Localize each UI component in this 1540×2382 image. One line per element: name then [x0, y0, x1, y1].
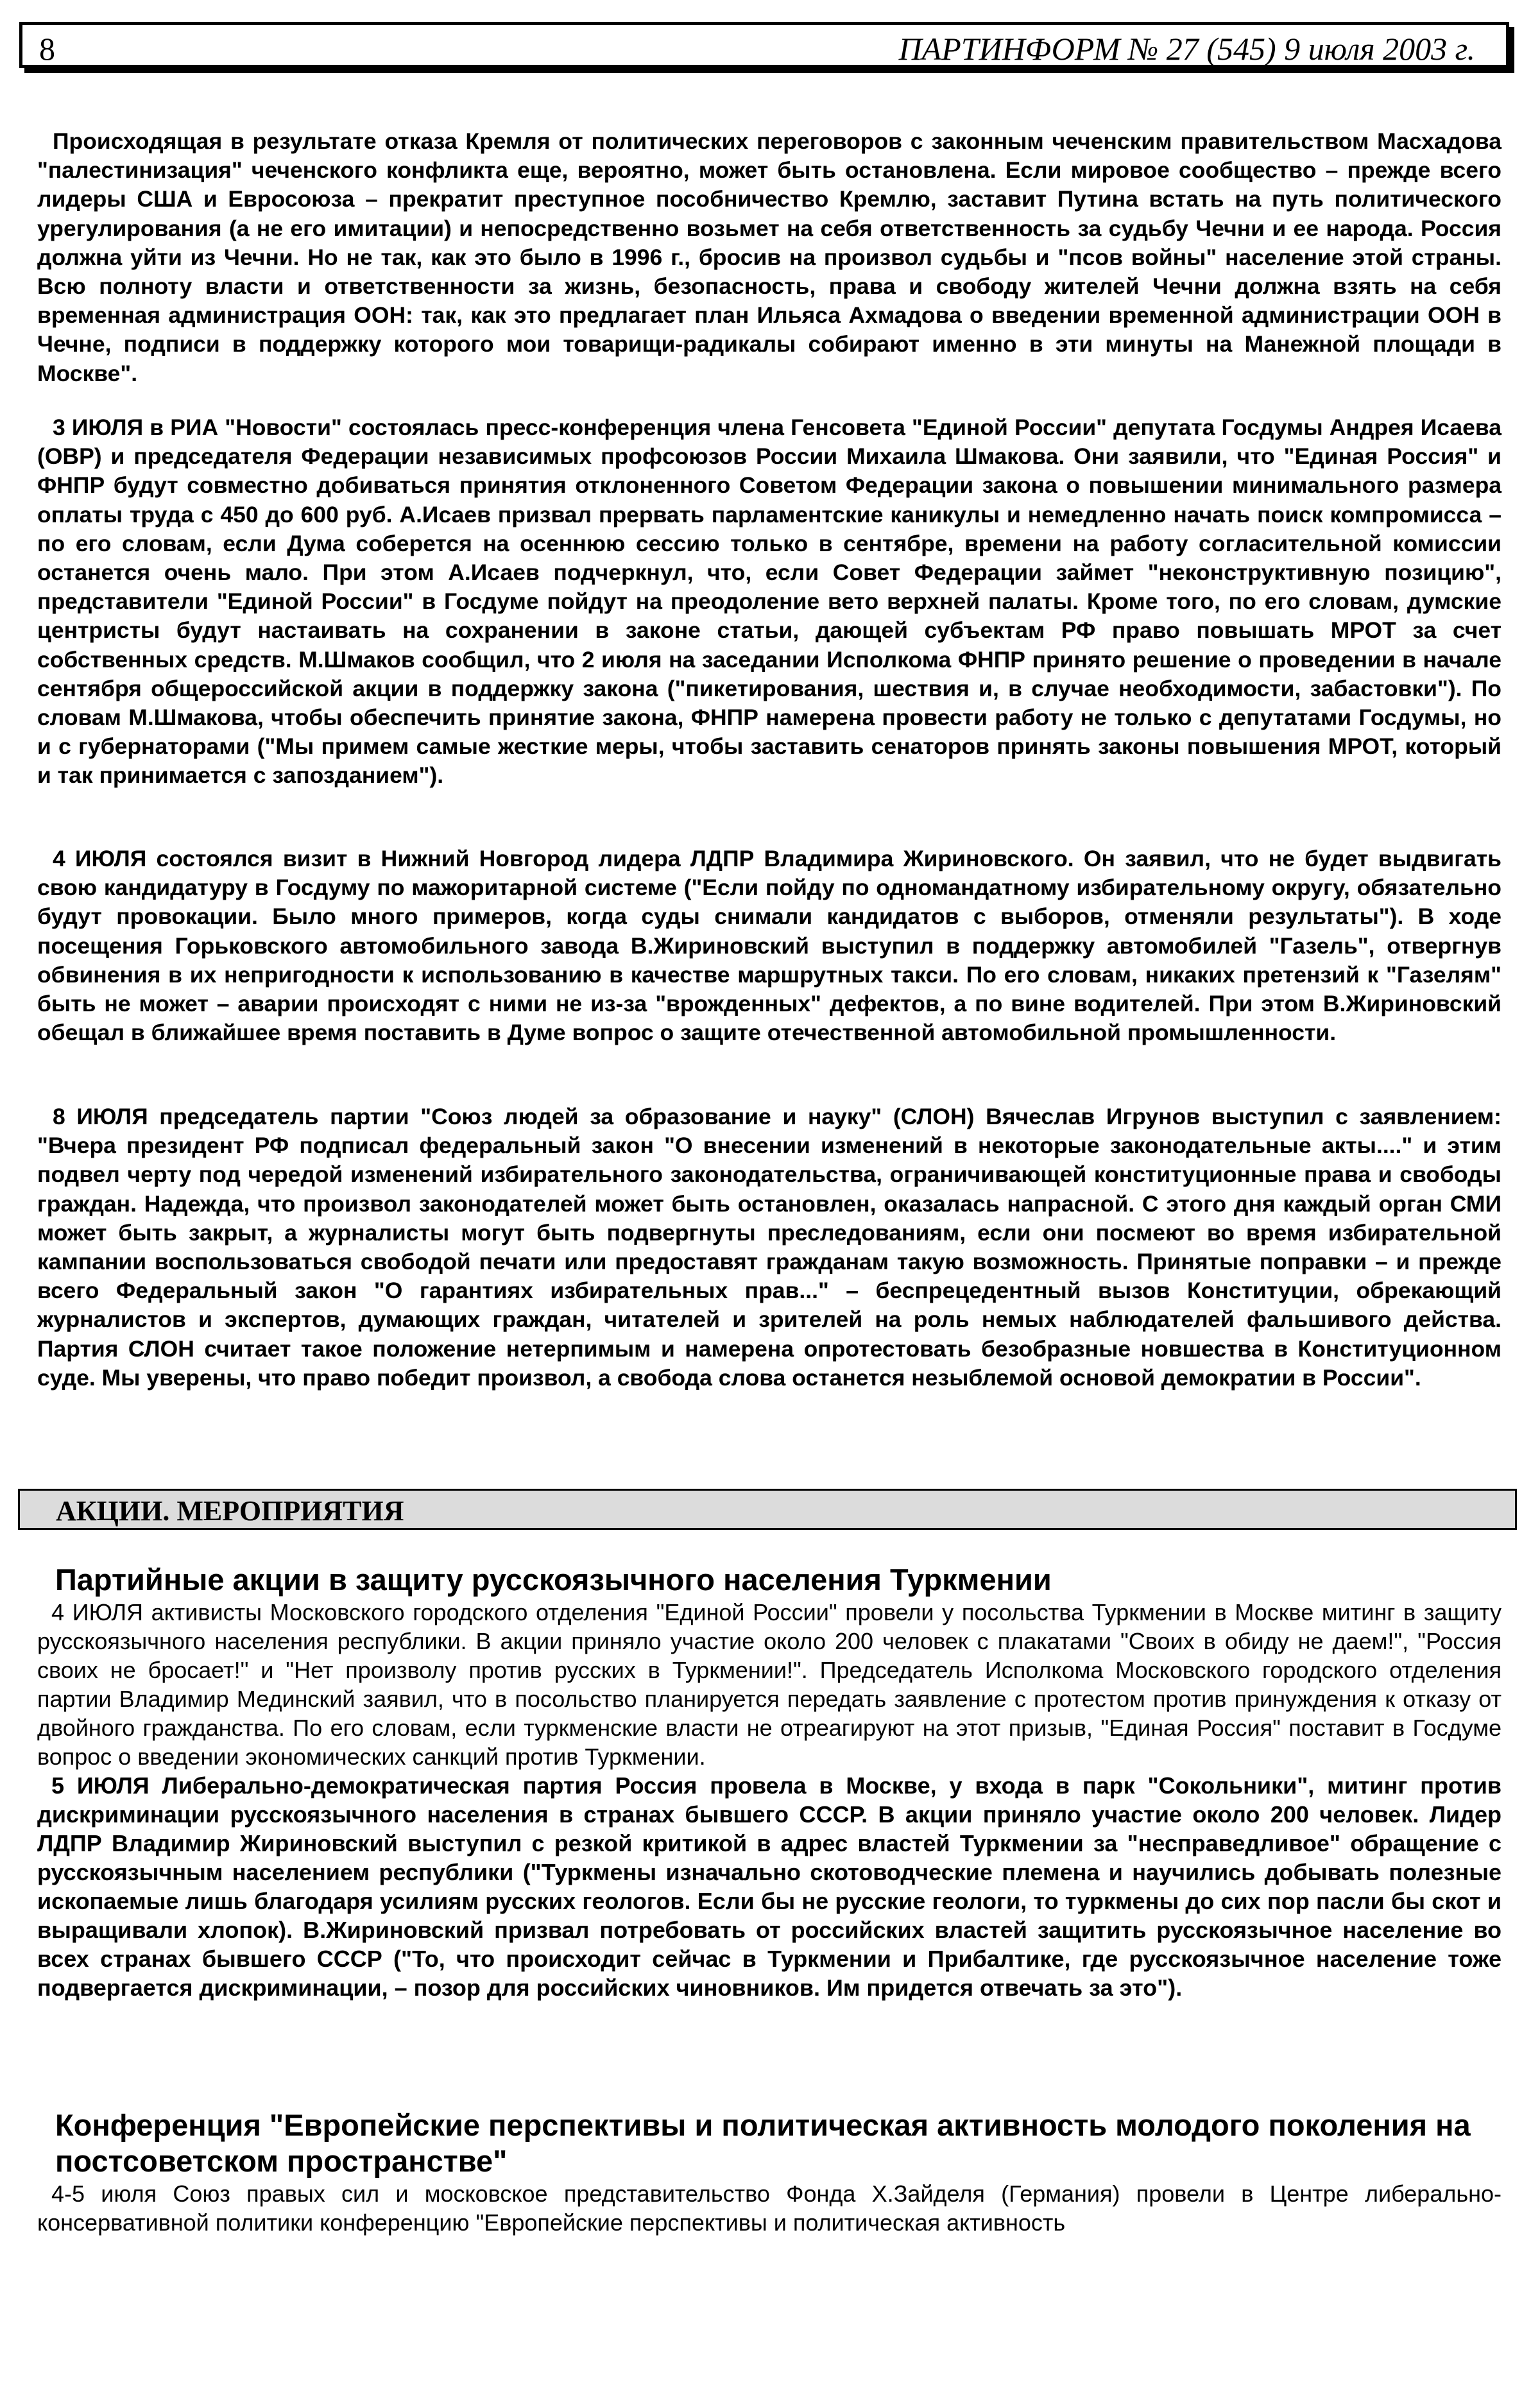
news-paragraph-text: 8 ИЮЛЯ председатель партии "Союз людей за образование и науку" (СЛОН) Вячеслав Игрунов выступил с заявлением: "Вчера президент РФ подписал федеральный закон "О внесении изменений в некоторые законодательные акты...." и этим подвел черту под чередой изменений избирательного законодательства, ограничивающей конституционные права и свободы граждан. Надежда, что произвол законодателей может быть остановлен, оказалась напрасной. С этого дня каждый орган СМИ может быть закрыт, а журналисты могут быть подвергнуты преследованиям, если они посмеют во время избирательной кампании воспользоваться свободой печати или предоставят гражданам такую возможность. Принятые поправки – и прежде всего Федеральный закон "О гарантиях избирательных прав..." – беспрецедентный вызов Конституции, обрекающий журналистов и экспертов, думающих граждан, читателей и зрителей на роль немых наблюдателей фальшивого действа. Партия СЛОН считает такое положение нетерпимым и намерена опротестовать безобразные новшества в Конституционном суде. Мы уверены, что право победит произвол, а свобода слова останется незыблемой основой демократии в России". [37, 1104, 1502, 1391]
article-paragraph: 4 ИЮЛЯ активисты Московского городского отделения "Единой России" провели у посольства Туркмении в Москве митинг в защиту русскоязычного населения республики. В акции приняло участие около 200 человек с плакатами "Своих в обиду не даем!", "Россия своих не бросает!" и "Нет произволу против русских в Туркмении!". Председатель Исполкома Московского городского отделения партии Владимир Мединский заявил, что в посольство планируется передать заявление с протестом против принуждения к отказу от двойного гражданства. По его словам, если туркменские власти не отреагируют на этот призыв, "Единая Россия" поставит в Госдуме вопрос о введении экономических санкций против Туркмении. [37, 1599, 1502, 1770]
news-paragraph-text: 4 ИЮЛЯ состоялся визит в Нижний Новгород лидера ЛДПР Владимира Жириновского. Он заявил, что не будет выдвигать свою кандидатуру в Госдуму по мажоритарной системе ("Если пойду по одномандатному избирательному округу, обязательно будут провокации. Было много примеров, когда суды снимали кандидатов с выборов, отменяли результаты"). В ходе посещения Горьковского автомобильного завода В.Жириновский выступил в поддержку автомобилей "Газель", отвергнув обвинения в их непригодности к использованию в качестве маршрутных такси. По его словам, никаких претензий к "Газелям" быть не может – аварии происходят с ними не из-за "врожденных" дефектов, а по вине водителей. При этом В.Жириновский обещал в ближайшее время поставить в Думе вопрос о защите отечественной автомобильной промышленности. [37, 846, 1502, 1046]
section-header [18, 1489, 1517, 1530]
news-paragraph-text: 3 ИЮЛЯ в РИА "Новости" состоялась пресс-конференция члена Генсовета "Единой России" депутата Госдумы Андрея Исаева (ОВР) и председателя Федерации независимых профсоюзов России Михаила Шмакова. Они заявили, что "Единая Россия" и ФНПР будут совместно добиваться принятия отклоненного Советом Федерации закона о повышении минимального размера оплаты труда с 450 до 600 руб. А.Исаев призвал прервать парламентские каникулы и немедленно начать поиск компромисса – по его словам, если Дума соберется на осеннюю сессию только в сентябре, времени на работу согласительной комиссии останется очень мало. При этом А.Исаев подчеркнул, что, если Совет Федерации займет "неконструктивную позицию", представители "Единой России" в Госдуме пойдут на преодоление вето верхней палаты. Кроме того, по его словам, думские центристы будут настаивать на сохранении в законе статьи, дающей субъектам РФ право повышать МРОТ за счет собственных средств. М.Шмаков сообщил, что 2 июля на заседании Исполкома ФНПР принято решение о проведении в начале сентября общероссийской акции в поддержку закона ("пикетирования, шествия и, в случае необходимости, забастовки"). По словам М.Шмакова, чтобы обеспечить принятие закона, ФНПР намерена провести работу не только с депутатами Госдумы, но и с губернаторами ("Мы примем самые жесткие меры, чтобы заставить сенаторов принять законы повышения МРОТ, который и так принимается с запозданием"). [37, 415, 1502, 789]
news-paragraph [37, 413, 1502, 791]
news-paragraph [37, 1102, 1502, 1392]
issue-title: ПАРТИНФОРМ № 27 (545) 9 июля 2003 г. [898, 31, 1475, 67]
page-header [19, 22, 1509, 68]
news-paragraph [37, 127, 1502, 388]
section-title: АКЦИИ. МЕРОПРИЯТИЯ [56, 1495, 404, 1527]
article-body [37, 2179, 1502, 2237]
article-body [37, 1598, 1502, 2002]
article-heading: Партийные акции в защиту русскоязычного населения Туркмении [55, 1563, 1052, 1597]
page-number: 8 [39, 31, 55, 67]
article-paragraph: 5 ИЮЛЯ Либерально-демократическая партия Россия провела в Москве, у входа в парк "Сокольники", митинг против дискриминации русскоязычного населения в странах бывшего СССР. В акции приняло участие около 200 человек. Лидер ЛДПР Владимир Жириновский выступил с резкой критикой в адрес властей Туркмении за "несправедливое" обращение с русскоязычным населением республики ("Туркмены изначально скотоводческие племена и научились добывать полезные ископаемые лишь благодаря усилиям русских геологов. Если бы не русские геологи, то туркмены до сих пор пасли бы скот и выращивали хлопок). В.Жириновский призвал потребовать от российских властей защитить русскоязычное население во всех странах бывшего СССР ("То, что происходит сейчас в Туркмении и Прибалтике, где русскоязычное население тоже подвергается дискриминации, – позор для российских чиновников. Им придется отвечать за это"). [37, 1772, 1502, 2001]
article-heading: Конференция "Европейские перспективы и политическая активность молодого поколения на постсоветском пространстве" [55, 2108, 1471, 2178]
news-paragraph [37, 844, 1502, 1047]
news-paragraph-text: Происходящая в результате отказа Кремля от политических переговоров с законным чеченским правительством Масхадова "палестинизация" чеченского конфликта еще, вероятно, может быть остановлена. Если мировое сообщество – прежде всего лидеры США и Евросоюза – прекратит преступное пособничество Кремлю, заставит Путина встать на путь политического урегулирования (а не его имитации) и непосредственно возьмет на себя ответственность за судьбу Чечни и ее народа. Россия должна уйти из Чечни. Но не так, как это было в 1996 г., бросив на произвол судьбы и "псов войны" население этой страны. Всю полноту власти и ответственности за жизнь, безопасность, права и свободу жителей Чечни должна взять на себя временная администрация ООН: так, как это предлагает план Ильяса Ахмадова о введении временной администрации ООН в Чечне, подписи в поддержку которого мои товарищи-радикалы собирают именно в эти минуты на Манежной площади в Москве". [37, 128, 1502, 386]
article-paragraph: 4-5 июля Союз правых сил и московское представительство Фонда Х.Зайделя (Германия) провели в Центре либерально-консервативной политики конференцию "Европейские перспективы и политическая активность [37, 2181, 1502, 2236]
